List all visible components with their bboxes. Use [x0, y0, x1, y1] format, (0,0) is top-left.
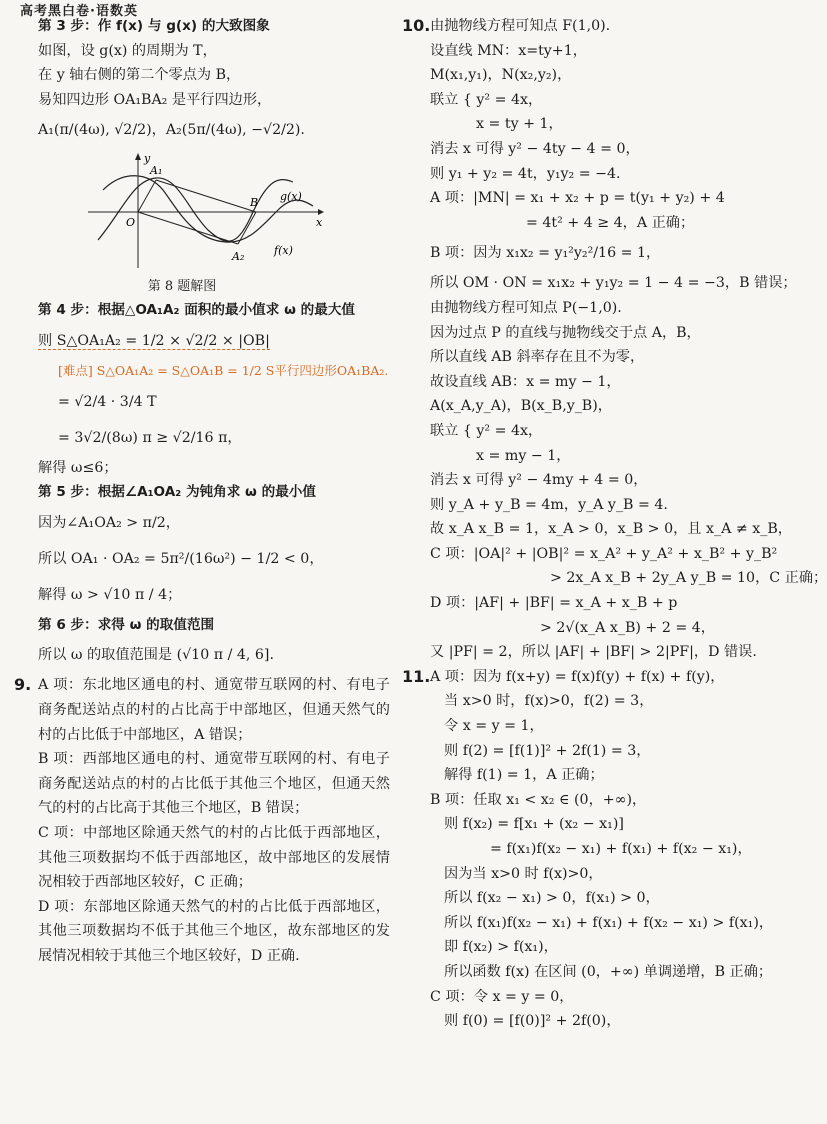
formula-line: 所以 OA₁ · OA₂ = 5π²/(16ω²) − 1/2 < 0，	[38, 550, 324, 567]
text-line: C 项：|OA|² + |OB|² = x_A² + y_A² + x_B² + y_B²	[430, 545, 778, 562]
option-a: A 项：东北地区通电的村、通宽带互联网的村、有电子商务配送站点的村的占比高于中部地区，但通天然气的村的占比低于中部地区，A 错误；	[38, 677, 390, 743]
text-line: 又 |PF| = 2，所以 |AF| + |BF| > 2|PF|，D 错误.	[430, 644, 757, 661]
curve-g	[103, 176, 313, 242]
curve-f	[98, 178, 293, 241]
text-line: 解得 ω≤6；	[38, 459, 118, 476]
question-number: 9.	[14, 675, 32, 695]
system-line-1: 联立 { y² = 4x，	[430, 422, 543, 439]
option-c: C 项：中部地区除通天然气的村的占比低于西部地区，其他三项数据均不低于西部地区，故中部地区的发展情况相较于西部地区较好，C 正确；	[38, 824, 390, 891]
system-line-1: 联立 { y² = 4x，	[430, 91, 543, 108]
formula-line: = √2/4 · 3/4 T	[58, 393, 157, 410]
question-9	[14, 673, 390, 968]
text-line: 则 y₁ + y₂ = 4t，y₁y₂ = −4.	[430, 165, 621, 182]
text-line: 设直线 MN：x=ty+1，	[430, 42, 587, 59]
point-a2-label: A₂	[232, 250, 245, 264]
text-line: = f(x₁)f(x₂ − x₁) + f(x₁) + f(x₂ − x₁)，	[490, 841, 752, 857]
formula-line: 所以 ω 的取值范围是 (√10 π / 4, 6].	[38, 647, 274, 664]
text-line: 故设直线 AB：x = my − 1，	[430, 373, 621, 390]
step3-title: 第 3 步：作 f(x) 与 g(x) 的大致图象	[38, 18, 270, 34]
axis-label-x: x	[316, 216, 323, 230]
right-column	[402, 14, 827, 1034]
point-a1-label: A₁	[150, 164, 163, 178]
x-axis-arrow-icon	[318, 209, 324, 215]
text-line: 令 x = y = 1，	[444, 718, 544, 735]
text-line: 则 f(x₂) = f[x₁ + (x₂ − x₁)]	[444, 816, 624, 833]
text-line: 所以直线 AB 斜率存在且不为零，	[430, 349, 645, 366]
step6-title: 第 6 步：求得 ω 的取值范围	[38, 616, 215, 633]
text-line: C 项：令 x = y = 0，	[430, 988, 574, 1005]
segment-oa2	[138, 212, 238, 244]
text-line: 易知四边形 OA₁BA₂ 是平行四边形，	[38, 91, 272, 108]
text-line: 当 x>0 时，f(x)>0，f(2) = 3，	[444, 693, 654, 710]
formula-line: 解得 ω > √10 π / 4；	[38, 586, 182, 603]
origin-label: O	[126, 216, 136, 230]
formula-line: A₁(π/(4ω), √2/2)，A₂(5π/(4ω), −√2/2).	[38, 122, 305, 139]
text-line: 由抛物线方程可知点 F(1,0).	[430, 18, 611, 34]
formula-line: 因为∠A₁OA₂ > π/2，	[38, 514, 180, 531]
text-line: 所以函数 f(x) 在区间 (0，+∞) 单调递增，B 正确；	[444, 963, 773, 980]
formula-line	[14, 323, 390, 359]
text-line: 即 f(x₂) > f(x₁)，	[444, 939, 558, 956]
text-line: 因为过点 P 的直线与抛物线交于点 A，B，	[430, 324, 701, 341]
solution-figure	[78, 150, 390, 276]
question-10	[402, 14, 827, 665]
y-axis-arrow-icon	[135, 153, 141, 160]
segment-a2b	[238, 212, 256, 244]
text-line: A 项：因为 f(x+y) = f(x)f(y) + f(x) + f(y)，	[430, 668, 725, 685]
step5-title: 第 5 步：根据∠A₁OA₂ 为钝角求 ω 的最小值	[38, 484, 316, 501]
point-b-label: B	[250, 196, 259, 210]
text-line: 在 y 轴右侧的第二个零点为 B，	[38, 67, 241, 84]
question-number: 11.	[402, 666, 431, 686]
formula-line: B 项：因为 x₁x₂ = y₁²y₂²/16 = 1，	[430, 245, 661, 262]
text-line: > 2x_A x_B + 2y_A y_B = 10，C 正确；	[550, 570, 827, 587]
text-line: 故 x_A x_B = 1，x_A > 0，x_B > 0，且 x_A ≠ x_B，	[430, 521, 792, 538]
segment-a1b	[156, 180, 259, 212]
text-line: B 项：任取 x₁ < x₂ ∈ (0，+∞)，	[430, 791, 647, 808]
text-line: M(x₁,y₁)，N(x₂,y₂)，	[430, 67, 572, 84]
page-header: 高考黑白卷·语数英	[20, 4, 138, 19]
text-line: 因为当 x>0 时 f(x)>0，	[444, 865, 603, 882]
text-line: 消去 x 可得 y² − 4my + 4 = 0，	[430, 472, 648, 489]
option-d: D 项：东部地区除通天然气的村的占比低于西部地区，其他三项数据均不低于其他三个地区，故东部地区的发展情况相较于其他三个地区较好，D 正确.	[38, 898, 390, 964]
area-formula: 则 S△OA₁A₂ = 1/2 × √2/2 × |OB|	[38, 332, 270, 349]
option-b: B 项：西部地区通电的村、通宽带互联网的村、有电子商务配送站点的村的占比低于其他三个地区，但通天然气的村的占比高于其他三个地区，B 错误；	[38, 751, 390, 817]
text-line: 则 f(2) = [f(1)]² + 2f(1) = 3，	[444, 742, 651, 759]
text-line: 消去 x 可得 y² − 4ty − 4 = 0，	[430, 140, 640, 157]
formula-line: = 3√2/(8ω) π ≥ √2/16 π，	[58, 429, 242, 446]
difficulty-note: [难点] S△OA₁A₂ = S△OA₁B = 1/2 S平行四边形OA₁BA₂.	[58, 362, 389, 378]
text-line: = 4t² + 4 ≥ 4，A 正确；	[526, 214, 695, 231]
text-line: 解得 f(1) = 1，A 正确；	[444, 767, 604, 784]
text-line: 由抛物线方程可知点 P(−1,0).	[430, 299, 622, 316]
question-11	[402, 665, 786, 1034]
left-column	[14, 14, 390, 968]
text-line: 如图，设 g(x) 的周期为 T，	[38, 42, 217, 59]
system-line-2: x = ty + 1，	[476, 116, 563, 133]
curve-f-label: f(x)	[274, 244, 293, 258]
curve-g-label: g(x)	[280, 190, 302, 204]
system-line-2: x = my − 1，	[476, 447, 571, 464]
figure-caption: 第 8 题解图	[147, 279, 217, 295]
step4-title: 第 4 步：根据△OA₁A₂ 面积的最小值求 ω 的最大值	[38, 302, 356, 319]
graph-svg	[78, 150, 328, 276]
text-line: > 2√(x_A x_B) + 2 = 4，	[540, 619, 715, 636]
text-line: D 项：|AF| + |BF| = x_A + x_B + p	[430, 595, 678, 612]
axis-label-y: y	[144, 152, 151, 166]
text-line: 则 f(0) = [f(0)]² + 2f(0)，	[444, 1013, 621, 1030]
text-line: 所以 f(x₂ − x₁) > 0，f(x₁) > 0，	[444, 890, 660, 907]
text-line: A(x_A,y_A)，B(x_B,y_B)，	[430, 398, 612, 415]
text-line: 所以 f(x₁)f(x₂ − x₁) + f(x₁) + f(x₂ − x₁) > f(x₁)，	[444, 914, 774, 931]
text-line: 则 y_A + y_B = 4m，y_A y_B = 4.	[430, 496, 668, 513]
question-number: 10.	[402, 16, 431, 35]
text-line: 所以 OM · ON = x₁x₂ + y₁y₂ = 1 − 4 = −3，B 错误；	[430, 275, 797, 292]
text-line: A 项：|MN| = x₁ + x₂ + p = t(y₁ + y₂) + 4	[430, 190, 725, 207]
